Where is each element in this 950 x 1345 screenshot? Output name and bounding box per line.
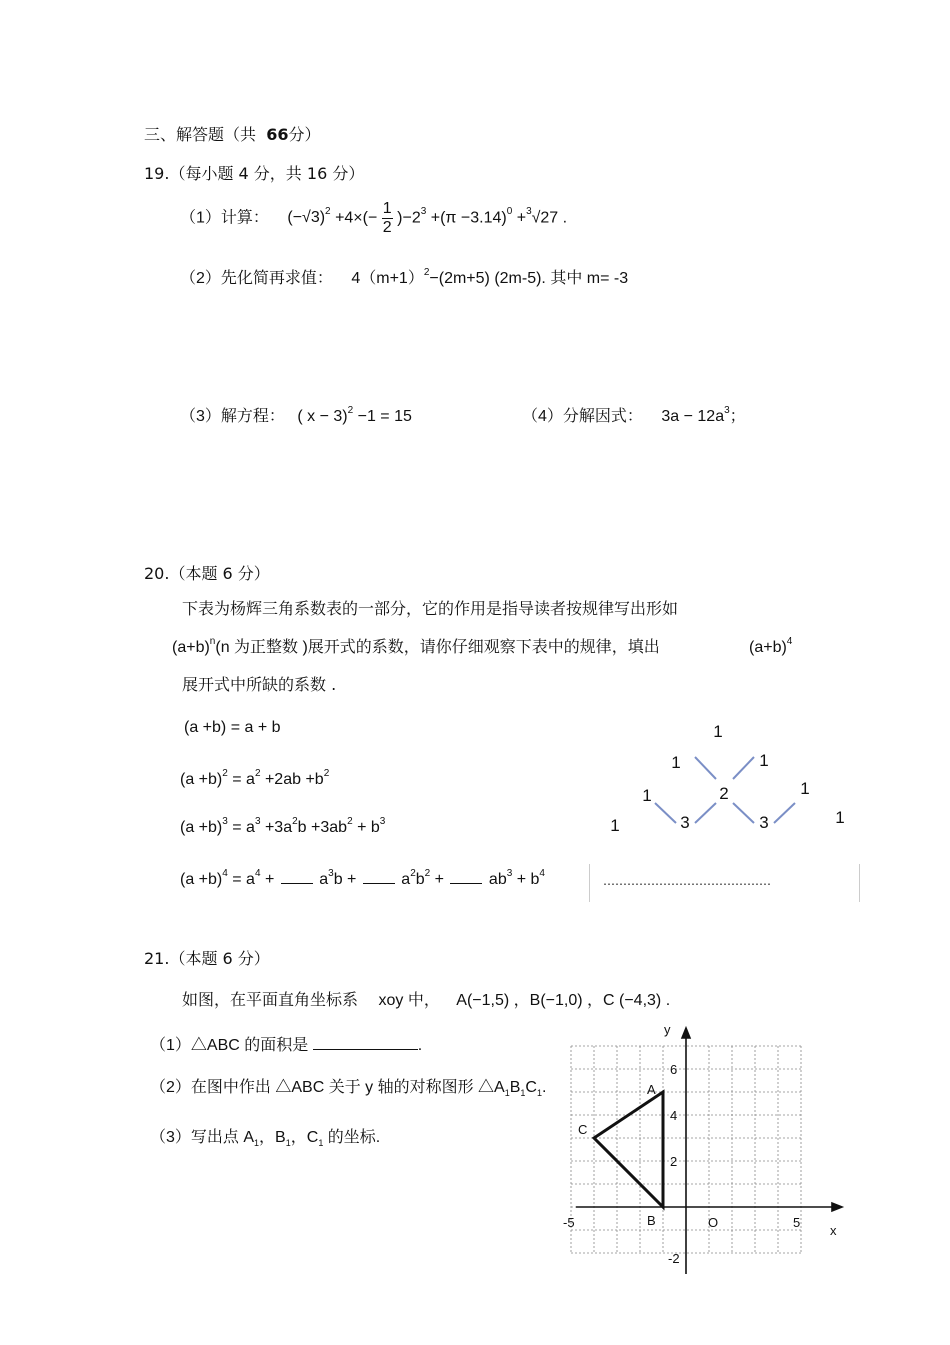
pascal-link — [774, 803, 795, 823]
pascal-cell: 1 — [671, 753, 681, 772]
pascal-cell: 3 — [759, 813, 769, 832]
x-tick-label: 5 — [793, 1215, 801, 1230]
coordinate-plane[interactable] — [563, 1020, 860, 1280]
y-tick-label: 4 — [670, 1108, 678, 1123]
y-axis-label: y — [664, 1022, 671, 1037]
section-title: 三、解答题（共 66分） — [144, 125, 321, 144]
y-tick-label: 2 — [670, 1154, 678, 1169]
point-label-c: C — [578, 1122, 588, 1137]
q19-part3: （3）解方程： ( x − 3)$^2$ −1 = 15 — [180, 405, 412, 425]
answer-blank-3[interactable] — [450, 873, 482, 884]
pascal-triangle — [600, 715, 860, 845]
pascal-link — [733, 757, 754, 779]
q21-header: 21.（本题 6 分） — [144, 949, 270, 968]
q20-line3: 展开式中所缺的系数 . — [182, 675, 337, 694]
origin-label: O — [708, 1215, 719, 1230]
q21-part3: （3）写出点 $A_1$，$B_1$，$C_1$ 的坐标. — [150, 1129, 381, 1148]
answer-blank-1[interactable] — [281, 873, 313, 884]
pascal-link — [655, 803, 676, 823]
q19-header: 19.（每小题 4 分，共 16 分） — [144, 164, 365, 183]
q21-part2: （2）在图中作出 △ABC 关于 y 轴的对称图形 $\triangle A_1B_1C_1$. — [150, 1079, 547, 1098]
x-axis-label: x — [830, 1223, 837, 1238]
x-axis-arrow — [832, 1203, 842, 1211]
pascal-link — [733, 803, 754, 823]
pascal-row-divider-left — [589, 864, 590, 902]
triangle-abc — [578, 1082, 663, 1228]
pascal-cell: 1 — [835, 808, 845, 827]
pascal-cell: 1 — [759, 751, 769, 770]
q20-line2-tail: $(a+b)^4$ — [749, 636, 793, 656]
pascal-link — [695, 803, 716, 823]
pascal-cell: 1 — [800, 779, 810, 798]
q20-eq2: $(a +b)^2 = a^2 +2ab +b^2$ — [180, 768, 330, 788]
q20-eq4: $(a +b)^4 = a^4 + a^3b + a^2b^2 + ab^3 + b^4$ — [180, 868, 545, 888]
q19-part1: （1）计算： $(-√3)^2 +4\times(-$ $\frac{1}{2}$ )$-2^3 +(\pi -3.14)^0 +^3√27$ . — [180, 200, 568, 236]
q20-line1: 下表为杨辉三角系数表的一部分，它的作用是指导读者按规律写出形如 — [182, 599, 679, 618]
x-tick-label: -5 — [563, 1215, 575, 1230]
pascal-row-divider-right — [859, 864, 860, 902]
pascal-cell: 1 — [713, 722, 723, 741]
q21-part1: （1）△ABC 的面积是 . — [150, 1037, 423, 1054]
y-tick-label: 6 — [670, 1062, 678, 1077]
axis-labels — [563, 1022, 837, 1266]
pascal-link — [695, 757, 716, 779]
pascal-cell: 1 — [642, 786, 652, 805]
q19-fraction: $\frac{1}{2}$ — [382, 200, 392, 236]
pascal-cell: 2 — [719, 784, 729, 803]
q20-header: 20.（本题 6 分） — [144, 564, 270, 583]
q19-part4: （4）分解因式： $3a - 12a^3$； — [522, 405, 746, 425]
q20-line2: $(a+b)^n(n$ 为正整数 )展开式的系数，请你仔细观察下表中的规律，填出 — [172, 636, 660, 656]
answer-blank-2[interactable] — [363, 873, 395, 884]
area-answer-blank[interactable] — [313, 1037, 418, 1050]
y-tick-label: -2 — [668, 1251, 680, 1266]
point-label-a: A — [647, 1082, 656, 1097]
pascal-cell: 1 — [610, 816, 620, 835]
triangle-abc-shape — [594, 1092, 663, 1207]
q21-intro: 如图，在平面直角坐标系 xoy 中， A(−1,5) ，B(−1,0) ，C (−4,3) . — [182, 992, 671, 1009]
pascal-next-row-dots: …………………………………… — [603, 874, 771, 888]
y-axis-arrow — [682, 1028, 690, 1038]
q20-eq1: (a +b) = a + b — [184, 719, 281, 736]
q20-eq3: $(a +b)^3 = a^3 +3a^2b +3ab^2 + b^3$ — [180, 816, 386, 836]
q19-part2: （2）先化简再求值： $4(m+1)^2-(2m+5)$ (2m-5). 其中 m= -3 — [180, 267, 629, 287]
pascal-cell: 3 — [680, 813, 690, 832]
point-label-b: B — [647, 1213, 656, 1228]
